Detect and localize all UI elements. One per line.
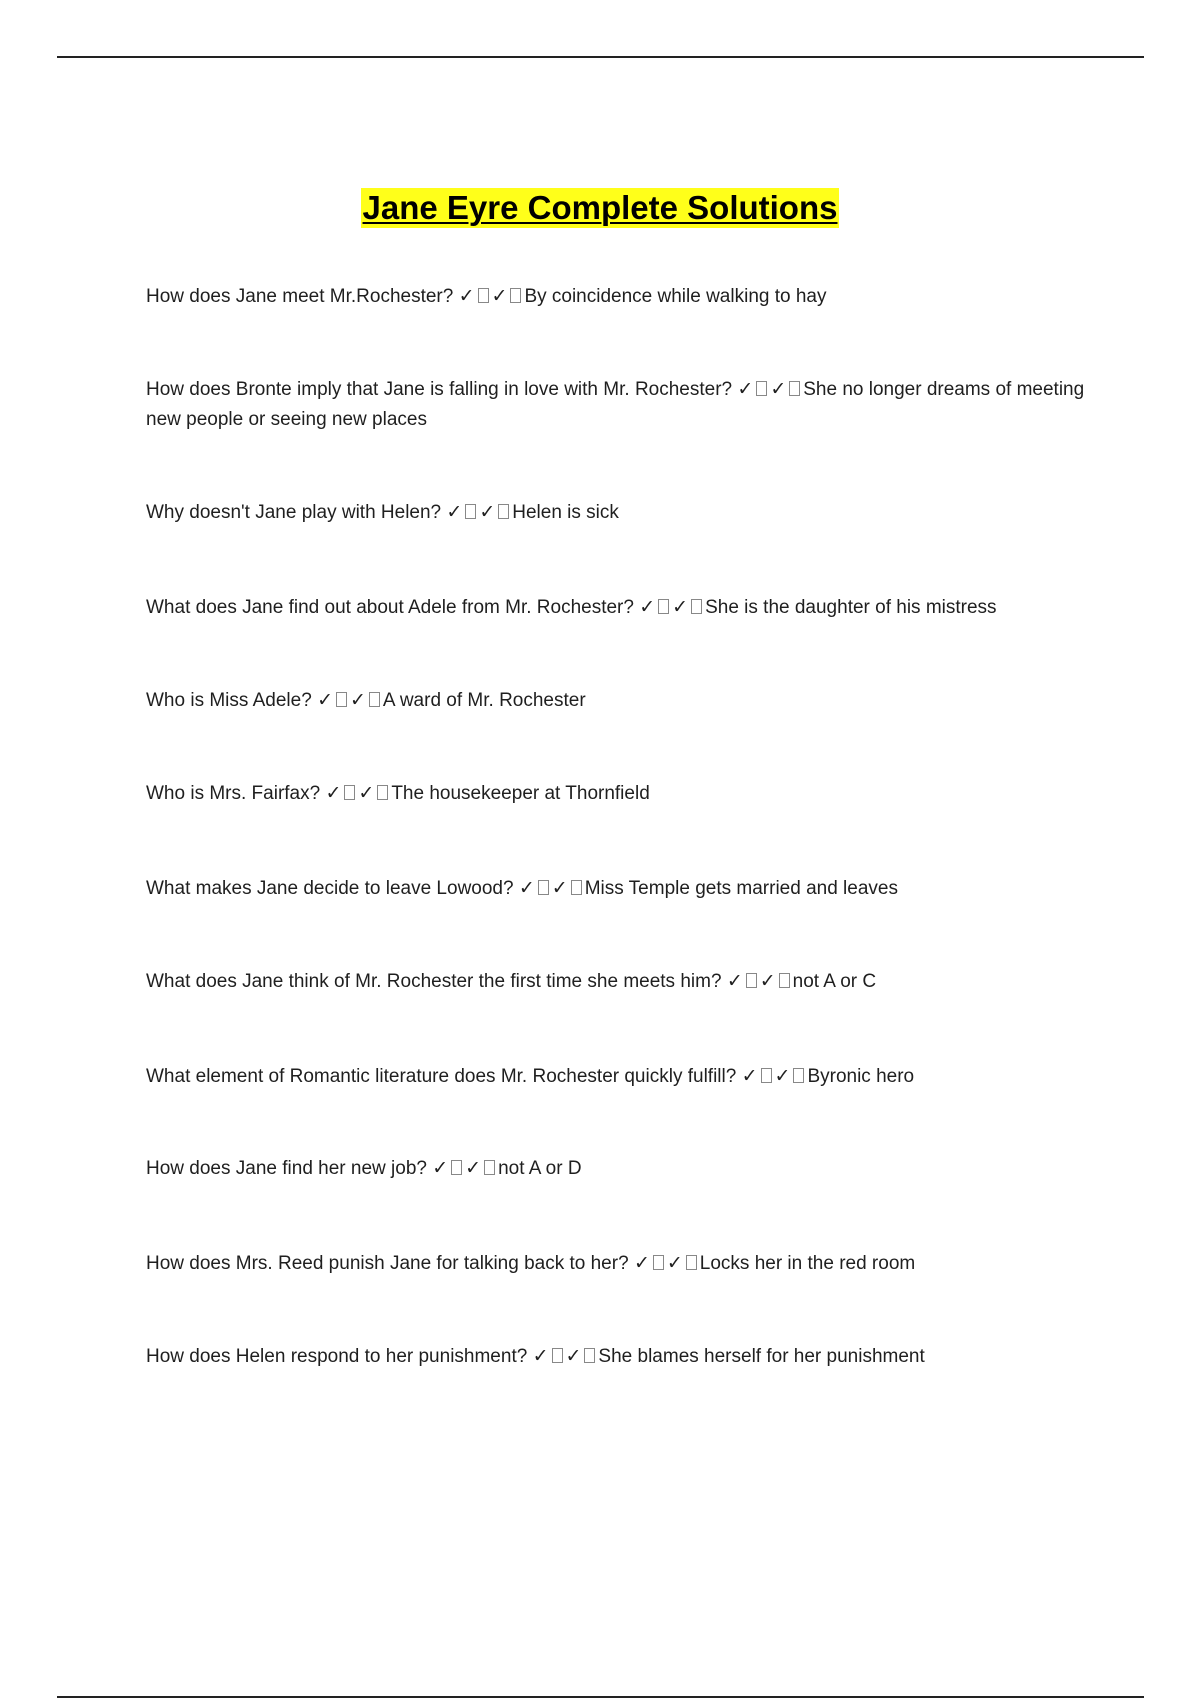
check-separator-icon: ✓ ✓ xyxy=(446,502,512,523)
check-separator-icon: ✓ ✓ xyxy=(317,690,383,711)
qa-item-8 xyxy=(146,966,1086,997)
answer-text: She is the daughter of his mistress xyxy=(705,597,997,618)
answer-text: By coincidence while walking to hay xyxy=(524,286,827,307)
answer-text: The housekeeper at Thornfield xyxy=(391,783,650,804)
answer-text: not A or D xyxy=(498,1158,582,1179)
bottom-rule xyxy=(57,1696,1144,1698)
qa-item-9 xyxy=(146,1061,1086,1092)
answer-text: She no longer dreams of meeting new people or seeing new places xyxy=(146,379,1085,430)
answer-text: She blames herself for her punishment xyxy=(598,1346,925,1367)
question-text: Who is Miss Adele? xyxy=(146,690,312,711)
document-title: Jane Eyre Complete Solutions xyxy=(362,189,838,226)
check-separator-icon: ✓ ✓ xyxy=(533,1346,599,1367)
qa-item-10 xyxy=(146,1153,1086,1184)
qa-item-12 xyxy=(146,1341,1086,1372)
question-text: How does Mrs. Reed punish Jane for talking back to her? xyxy=(146,1253,629,1274)
check-separator-icon: ✓ ✓ xyxy=(519,878,585,899)
answer-text: Locks her in the red room xyxy=(699,1253,916,1274)
question-text: How does Jane meet Mr.Rochester? xyxy=(146,286,454,307)
question-text: Who is Mrs. Fairfax? xyxy=(146,783,321,804)
check-separator-icon: ✓ ✓ xyxy=(459,286,525,307)
question-text: What does Jane find out about Adele from Mr. Rochester? xyxy=(146,597,634,618)
title-container xyxy=(0,188,1200,228)
check-separator-icon: ✓ ✓ xyxy=(639,597,705,618)
question-text: Why doesn't Jane play with Helen? xyxy=(146,502,442,523)
check-separator-icon: ✓ ✓ xyxy=(432,1158,498,1179)
qa-item-2 xyxy=(146,374,1086,435)
question-text: What makes Jane decide to leave Lowood? xyxy=(146,878,514,899)
answer-text: Byronic hero xyxy=(807,1066,915,1087)
question-text: What element of Romantic literature does Mr. Rochester quickly fulfill? xyxy=(146,1066,737,1087)
question-text: How does Helen respond to her punishment? xyxy=(146,1346,528,1367)
qa-item-4 xyxy=(146,592,1086,623)
check-separator-icon: ✓ ✓ xyxy=(325,783,391,804)
qa-item-1 xyxy=(146,281,1086,312)
answer-text: A ward of Mr. Rochester xyxy=(382,690,586,711)
answer-text: not A or C xyxy=(792,971,877,992)
qa-item-5 xyxy=(146,685,1086,716)
check-separator-icon: ✓ ✓ xyxy=(634,1253,700,1274)
qa-item-7 xyxy=(146,873,1086,904)
answer-text: Helen is sick xyxy=(512,502,619,523)
check-separator-icon: ✓ ✓ xyxy=(737,379,803,400)
check-separator-icon: ✓ ✓ xyxy=(742,1066,808,1087)
question-text: How does Jane find her new job? xyxy=(146,1158,427,1179)
check-separator-icon: ✓ ✓ xyxy=(727,971,793,992)
question-text: How does Bronte imply that Jane is falling in love with Mr. Rochester? xyxy=(146,379,733,400)
qa-item-6 xyxy=(146,778,1086,809)
answer-text: Miss Temple gets married and leaves xyxy=(584,878,898,899)
qa-item-11 xyxy=(146,1248,1086,1279)
question-text: What does Jane think of Mr. Rochester the first time she meets him? xyxy=(146,971,722,992)
top-rule xyxy=(57,56,1144,58)
qa-item-3 xyxy=(146,497,1086,528)
